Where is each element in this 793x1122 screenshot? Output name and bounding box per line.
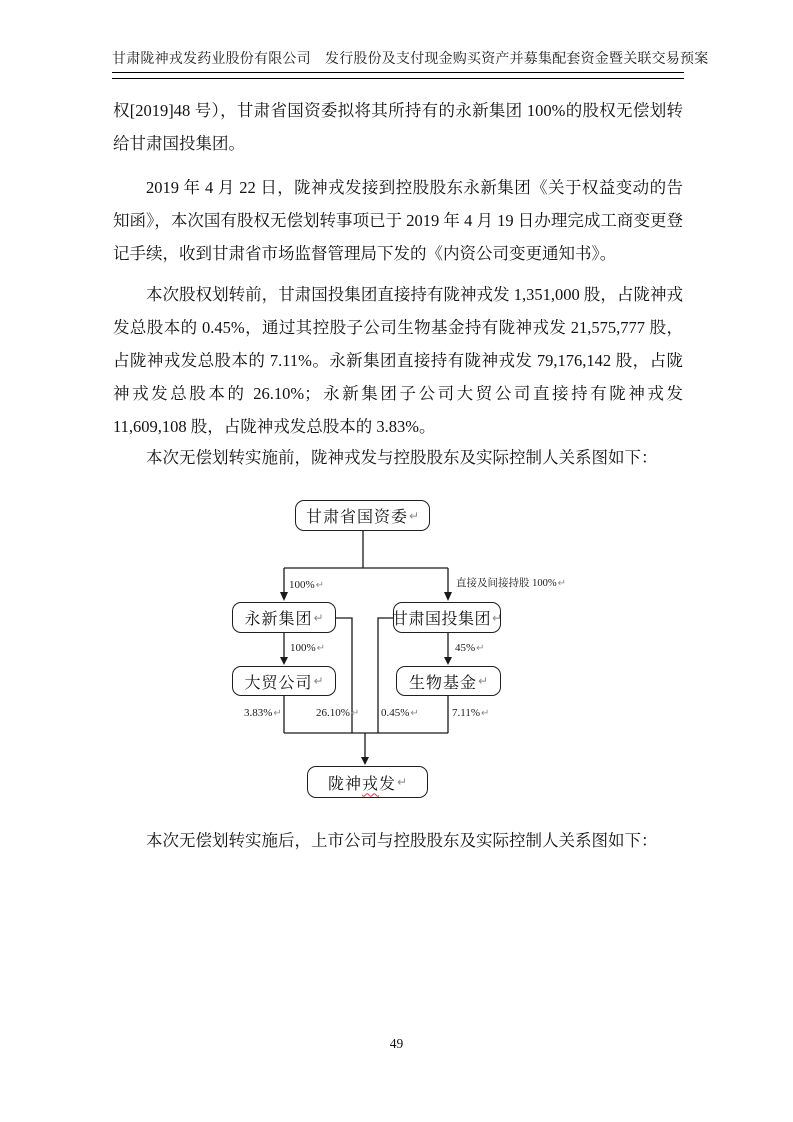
- node-yongxin-group-label: 永新集团: [244, 611, 313, 628]
- edge-label-shengwu-holding: [452, 707, 489, 719]
- node-gansu-guotou-group-label: 甘肃国投集团: [391, 611, 491, 628]
- node-longshen-rongfa-label-2: 发: [378, 775, 396, 793]
- return-mark: ↵: [408, 508, 420, 523]
- return-mark: ↵: [476, 643, 485, 654]
- return-mark: ↵: [316, 643, 326, 654]
- return-mark: ↵: [410, 708, 419, 719]
- node-gansu-sasac: [295, 500, 430, 531]
- edge-label-text: 100%: [289, 579, 315, 591]
- edge-label-guotou-to-shengwu: [455, 642, 485, 654]
- return-mark: ↵: [313, 610, 324, 625]
- edge-label-text: 45%: [455, 642, 476, 654]
- return-mark: ↵: [313, 674, 324, 688]
- return-mark: ↵: [481, 708, 490, 719]
- page-header-title: 甘肃陇神戎发药业股份有限公司 发行股份及支付现金购买资产并募集配套资金暨关联交易预案: [112, 48, 684, 73]
- edge-label-sasac-to-guotou: [456, 575, 566, 590]
- node-gansu-guotou-group: [393, 602, 501, 633]
- edge-label-text: 26.10%: [316, 707, 350, 719]
- page-number: 49: [389, 1036, 404, 1051]
- edge-label-guotou-holding: [381, 707, 419, 719]
- edge-label-yongxin-to-damao: [290, 642, 325, 654]
- node-damao-company: [232, 666, 336, 696]
- node-longshen-rongfa-label: 陇神: [327, 775, 362, 793]
- return-mark: ↵: [477, 674, 489, 688]
- node-damao-company-label: 大贸公司: [244, 674, 313, 692]
- return-mark: ↵: [273, 708, 282, 719]
- node-longshen-rongfa-spellcheck: 戎: [361, 775, 379, 793]
- paragraph-share-transfer-intro: 权[2019]48 号），甘肃省国资委拟将其所持有的永新集团 100%的股权无偿划转给甘肃国投集团。: [113, 101, 683, 153]
- node-yongxin-group: [232, 602, 336, 633]
- edge-label-damao-holding: [244, 707, 282, 719]
- node-shengwu-fund-label: 生物基金: [408, 674, 477, 692]
- edge-label-text: 100%: [290, 642, 316, 654]
- edge-label-yongxin-holding: [316, 707, 359, 719]
- edge-label-text: 7.11%: [452, 707, 481, 719]
- node-longshen-rongfa: [307, 766, 428, 798]
- paragraph-shareholding-details: 本次股权划转前，甘肃国投集团直接持有陇神戎发 1,351,000 股，占陇神戎发总股本的 0.45%，通过其控股子公司生物基金持有陇神戎发 21,575,777 股，占陇神戎发总股本的 7.11%。永新集团直接持有陇神戎发 79,176,142 股，占陇神戎发总股本的 26.10%；永新集团子公司大贸公司直接持有陇神戎发 11,609,108 股，占陇神戎发总股本的 3.83%。: [113, 285, 683, 436]
- return-mark: ↵: [315, 580, 325, 591]
- paragraph-after-transfer-caption: 本次无偿划转实施后，上市公司与控股股东及实际控制人关系图如下：: [146, 831, 658, 850]
- node-gansu-sasac-label: 甘肃省国资委: [305, 509, 408, 526]
- edge-label-text: 3.83%: [244, 707, 273, 719]
- node-shengwu-fund: [396, 666, 501, 696]
- return-mark: ↵: [396, 775, 408, 789]
- return-mark: ↵: [350, 708, 360, 719]
- paragraph-before-transfer-caption: 本次无偿划转实施前，陇神戎发与控股股东及实际控制人关系图如下：: [146, 448, 658, 467]
- return-mark: ↵: [491, 610, 503, 625]
- return-mark: ↵: [557, 578, 567, 589]
- paragraph-notice-letter: 2019 年 4 月 22 日，陇神戎发接到控股股东永新集团《关于权益变动的告知函》，本次国有股权无偿划转事项已于 2019 年 4 月 19 日办理完成工商变更登记手续，收到甘肃省市场监督管理局下发的《内资公司变更通知书》。: [113, 178, 683, 263]
- edge-label-text: 0.45%: [381, 707, 410, 719]
- edge-label-sasac-to-yongxin: [289, 579, 324, 591]
- ownership-structure-diagram: [180, 495, 600, 815]
- edge-label-text: 直接及间接持股 100%: [456, 578, 557, 589]
